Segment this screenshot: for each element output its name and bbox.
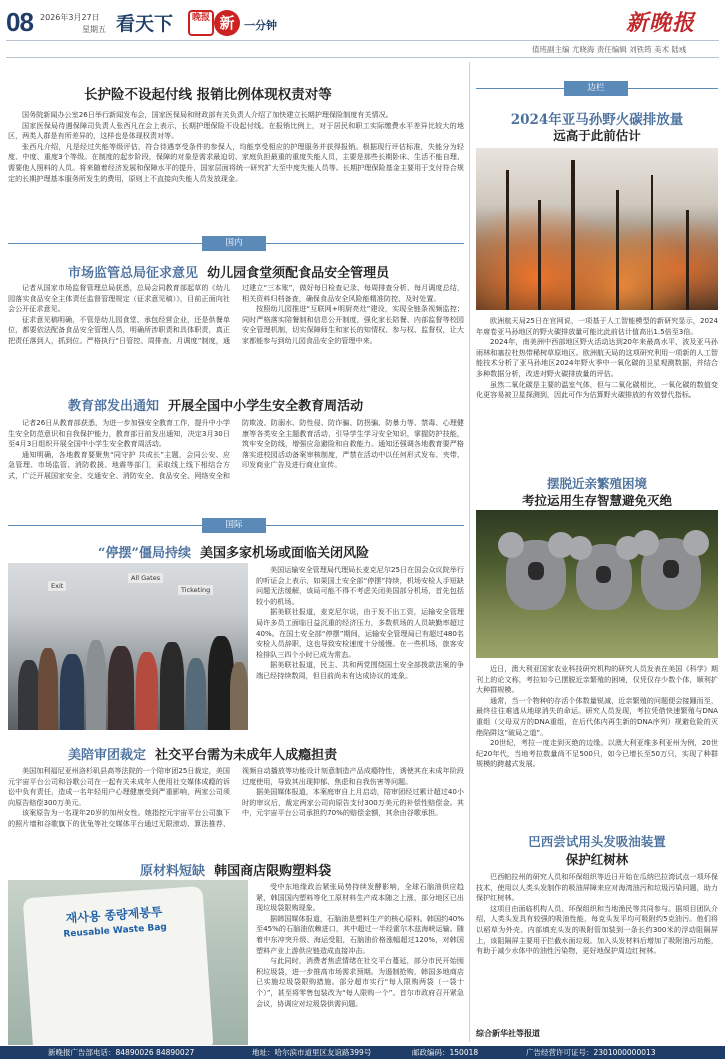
article-paragraph: 据韩国媒体报道，石脑油是塑料生产的核心原料。韩国约40%至45%的石脑油依赖进口，其中超过一半经霍尔木兹海峡运输。随着中东冲突升级、海运受阻，石脑油价格涨幅超过120%，对韩国塑料产业上游供应链造成直接冲击。 — [256, 913, 464, 955]
gate-sign: Ticketing — [178, 585, 213, 595]
header-rule-2 — [6, 57, 719, 58]
issue-weekday: 星期五 — [82, 25, 106, 34]
koala-photo — [476, 510, 718, 658]
article-paragraph: 据美国媒体报道，本案庭审自上月启动，陪审团经过累计超过40小时的审议后，裁定两家公司向原告支付300万美元的补偿性赔偿金。其中，元宇宙平台公司承担约70%的赔偿金额，其余由谷歌承担。 — [242, 787, 464, 818]
article-paragraph: 2024年，南美洲中西部地区野火活动达到20年来最高水平，波及亚马孙雨林和塞拉杜热带稀树草原地区。欧洲航天局的这项研究利用一项新的人工智能技术分析了亚马孙地区2024年野火季中一氧化碳的卫星观测数据，并结合多种数据分析，改进对野火碳排放量的评估。 — [476, 337, 718, 378]
footer-license: 广告经营许可证号：2301000000013 — [526, 1048, 656, 1057]
sidebar-headline-2: 考拉运用生存智慧避免灭绝 — [521, 493, 672, 508]
article-headline — [98, 542, 369, 561]
headline-lead: 教育部发出通知 — [68, 399, 160, 414]
gate-sign: Exit — [48, 581, 66, 591]
section-tag-domestic: 国内 — [202, 236, 266, 251]
article-paragraph: 受中东地缘政治紧张局势持续发酵影响，全球石脑油供应趋紧，韩国国内塑料等化工原材料生产成本随之上涨，部分地区已出现垃圾袋限购现象。 — [256, 882, 464, 913]
column-name: 一分钟 — [244, 19, 277, 32]
bag-label: 재사용 종량제봉투 — [65, 904, 163, 926]
article-body — [476, 664, 718, 770]
article-paragraph: 按照幼儿园推进“互联网+明厨亮灶”建设，实现全链条视频监控；同时严格落实陪餐制和信息公开制度，强化家长陪餐、内部监督等校园安全管理机制，切实保障师生和家长的知情权、参与权、监督权，让大家都能参与到幼儿园食品安全的管理中来。 — [242, 304, 464, 345]
article-paragraph: 据美联社报道，麦克尼尔说，由于发不出工资，运输安全管理局许多员工面临日益沉重的经济压力，多数机场的人员缺勤率超过40%。在国土安全部“停摆”期间，运输安全管理局已有超过480名安检人员辞职，这也导致安检速度十分缓慢。在一些机场，旅客安检排队三四个小时已成为常态。 — [256, 607, 464, 659]
article-body — [476, 872, 718, 957]
article-paragraph: 国务院新闻办公室26日举行新闻发布会，国家医保局和财政部有关负责人介绍了加快建立长期护理保险制度有关情况。 — [22, 110, 393, 119]
headline-main: 幼儿园食堂须配食品安全管理员 — [207, 266, 390, 281]
article-headline — [68, 744, 337, 763]
article-body — [8, 283, 464, 361]
article-paragraph: 与此同时，消费者焦虑情绪在社交平台蔓延，部分市民开始囤积垃圾袋，进一步推高市场需求预期。为遏制抢购，韩国多地商店已实施垃圾袋限购措施。部分超市实行“每人限购两袋（一袋十个）”，甚至将零售包装改为“每人限购一个”。首尔市政府召开紧急会议，协调应对垃圾袋供需问题。 — [256, 956, 464, 1008]
headline-lead: 原材料短缺 — [140, 864, 206, 879]
source-credit: 综合新华社等报道 — [476, 1029, 540, 1038]
headline-main: 美国多家机场或面临关闭风险 — [200, 546, 370, 561]
article-paragraph: 美国加利福尼亚州洛杉矶县高等法院的一个陪审团25日裁定，美国元宇宙平台公司和谷歌公司在一起有关未成年人使用社交媒体成瘾的诉讼中负有责任，造成一名年轻用户心理健康受到严重影响，两家公司须向原告赔偿300万美元。 — [8, 766, 230, 807]
airport-queue-photo — [8, 563, 248, 730]
article-paragraph: 据美联社报道，民主、共和两党围绕国土安全部拨款法案的争端已经持续数周，但目前尚未有达成协议的迹象。 — [256, 660, 464, 680]
headline-main: 社交平台需为未成年人成瘾担责 — [155, 748, 338, 763]
editor-credits: 值班副主编 尤晓海 责任编辑 刘铁筠 美术 陆彧 — [532, 45, 687, 54]
page-number: 08 — [6, 7, 33, 37]
article-body — [476, 316, 718, 401]
article-body — [8, 766, 464, 850]
article-paragraph: 通知明确，各地教育要聚焦“同守护 共成长”主题，会同公安、应急管理、市场监管、消防救援、地震等部门，采取线上线下相结合方式，广泛开展国家安全、交通安全、消防安全、食品安全、网络安全和防欺凌、防溺水、防性侵、防诈骗、防拐骗、防暴力等、禁毒、心理健康等各类安全主题教育活动，引导学生学习安全知识，掌握防护技能，筑牢安全防线，增强应急避险和自救能力。通知还强调各地教育要严格落实进校园活动备案审核制度，严禁在活动中以任何形式发布、夹带、印发商业广告及进行商业宣传。 — [8, 418, 464, 480]
article-paragraph: 国家医保局待遇保障司负责人张西凡在会上表示，长期护理保险不设起付线。在报销比例上，对于居民和职工实际缴费水平差异比较大的地区，两类人群是有所差异的，这样也是体现权责对等。 — [8, 120, 464, 141]
article-paragraph: 征求意见稿明确，不管是幼儿园食堂、承包经营企业，还是供餐单位，都要依法配备食品安全管理人员，明确所涉职责和具体职责，真正把责任落到人，抓到位。严格执行“日管控、周排查、月调度”制度，通过建立“三本账”，做好每日检查记录、每周排查分析、每月调度总结，相关资料归档备查，确保食品安全风险能精准防控、及时处置。 — [8, 283, 464, 345]
article-paragraph: 20世纪，考拉一度走到灭绝的边缘。以澳大利亚维多利亚州为例，20世纪20年代，当地考拉数量尚不足500只，如今已增长至50万只，实现了种群规模的跨越式发展。 — [476, 738, 718, 769]
article-body — [256, 882, 464, 1009]
article-paragraph: 虽然二氧化碳是主要的温室气体，但与二氧化碳相比，一氧化碳的数值变化更容易被卫星探测到，因此可作为估算野火碳排放的有效替代指标。 — [476, 379, 718, 400]
footer-postcode: 邮政编码：150018 — [412, 1048, 479, 1057]
section-tag-international: 国际 — [202, 518, 266, 533]
gate-sign: All Gates — [128, 573, 163, 583]
issue-date: 2026年3月27日 — [40, 13, 100, 22]
article-paragraph: 巴西帕拉州的研究人员和环保组织等近日开始在瓜纳巴拉湾试点一项环保技术，使用以人类头发制作的吸油屏障来应对海湾油污和垃圾污染问题，助力保护红树林。 — [476, 872, 718, 903]
article-body — [8, 110, 464, 184]
sidebar-headline-2: 远高于此前估计 — [553, 128, 641, 143]
newspaper-seal: 晚报 — [188, 10, 214, 36]
section-tag-margin: 边栏 — [564, 81, 628, 96]
article-headline: 长护险不设起付线 报销比例体现权责对等 — [84, 87, 332, 103]
article-paragraph: 张西凡介绍，凡是经过失能等级评估，符合待遇享受条件的参保人，均能享受相应的护理服务并获得报销。根据现行评估标准，失能分为轻度、中度、重度3个等级。在制度的起步阶段，保障的对象是需求最迫切、家庭负担最重的重度失能人员，主要是那些长期卧床、生活不能自理、需要他人照料的人员。将来随着经济发展和保障水平的提升，国家层面将统一研究扩大至中度失能人员等。长期护理保险基金主要用于支付符合规定的长期护理基本服务所发生的费用，原则上不直接向失能人员发放现金。 — [8, 141, 464, 183]
headline-lead: 美陪审团裁定 — [68, 748, 147, 763]
footer-bar — [0, 1046, 725, 1059]
footer-hotline: 新晚报广告部电话：84890026 84890027 — [48, 1048, 195, 1057]
article-headline — [140, 860, 331, 879]
article-paragraph: 欧洲航天局25日在官网说，一项基于人工智能模型的新研究显示，2024年席卷亚马孙地区的野火碳排放量可能比此前估计值高出1.5倍至3倍。 — [476, 316, 718, 336]
article-body — [8, 418, 464, 504]
article-body — [256, 565, 464, 682]
article-paragraph: 记者从国家市场监督管理总局获悉，总局会同教育部起草的《幼儿园落实食品安全主体责任监督管理规定（征求意见稿）》，目前正面向社会公开征求意见。 — [8, 283, 230, 314]
header-rule — [6, 40, 719, 41]
article-paragraph: 该案原告为一名现年20岁的加州女性。她指控元宇宙平台公司旗下的照片墙和谷歌旗下的优兔等社交媒体平台通过无限滚动、算法推荐、视频自动播放等功能设计刻意制造产品成瘾特性，诱使其在未成年阶段过度使用，导致其出现抑郁、焦虑和自我伤害等问题。 — [8, 766, 464, 828]
headline-lead: “停摆”僵局持续 — [98, 546, 191, 561]
footer-address: 地址：哈尔滨市道里区友谊路399号 — [252, 1048, 372, 1057]
waste-bag-photo — [8, 880, 248, 1045]
article-headline — [68, 395, 363, 414]
sidebar-headline: 摆脱近亲繁殖困境 — [546, 476, 647, 491]
headline-main: 开展全国中小学生安全教育周活动 — [168, 399, 364, 414]
column-divider — [469, 62, 470, 1042]
bag-label-english: Reusable Waste Bag — [63, 922, 168, 940]
article-paragraph: 通常，当一个物种的存活个体数量锐减，近亲繁殖的问题便会接踵而至，最终往往难逃从地球消失的命运。研究人员发现，考拉凭借快速繁殖与DNA重组（父母双方的DNA重组，在后代体内再生新的DNA序列）规避危险的灭绝陷阱这“破局之道”。 — [476, 695, 718, 737]
headline-main: 韩国商店限购塑料袋 — [214, 864, 332, 879]
article-paragraph: 记者26日从教育部获悉，为进一步加强安全教育工作，提升中小学生安全防范意识和自我保护能力，教育部日前发出通知，决定3月30日至4月3日组织开展全国中小学生安全教育周活动。 — [8, 418, 230, 449]
article-paragraph: 近日，澳大利亚国家农业科技研究机构的研究人员发表在美国《科学》期刊上的论文称，考拉如今已摆脱近亲繁殖的困境，仅凭仅存少数个体，顺利扩大种群规模。 — [476, 664, 718, 695]
article-headline — [68, 262, 389, 281]
sidebar-headline-2: 保护红树林 — [565, 852, 629, 867]
sidebar-headline: 2024年亚马孙野火碳排放量 — [510, 112, 684, 128]
section-title: 看天下 — [116, 13, 174, 35]
sidebar-headline: 巴西尝试用头发吸油装置 — [528, 834, 666, 849]
article-paragraph: 美国运输安全管理局代理局长麦克尼尔25日在国会众议院举行的听证会上表示，如果国土安全部“停摆”持续，机场安检人手短缺问题无法缓解，该局可能不得不考虑关闭美国部分机场，首先包括较小的机场。 — [256, 565, 464, 606]
newspaper-logo: 新晚报 — [626, 10, 696, 36]
headline-lead: 市场监管总局征求意见 — [68, 266, 199, 281]
amazon-wildfire-photo — [476, 148, 718, 310]
article-paragraph: 这项目由面临机构人员、环保组织和当地渔民等共同参与。据项目团队介绍，人类头发具有较强的吸油性能，每克头发平均可吸附约5克油污。他们将以稻草为外壳、内部填充头发的吸附管加装到一条长约300米的浮动阻隔屏上，该阻隔屏主要用于拦截水面垃圾。加入头发材料后增加了吸附油污功能，有助于减少水体中的油性污染物，更好地保护周边红树林。 — [476, 903, 718, 956]
new-seal-icon: 新 — [214, 10, 240, 36]
